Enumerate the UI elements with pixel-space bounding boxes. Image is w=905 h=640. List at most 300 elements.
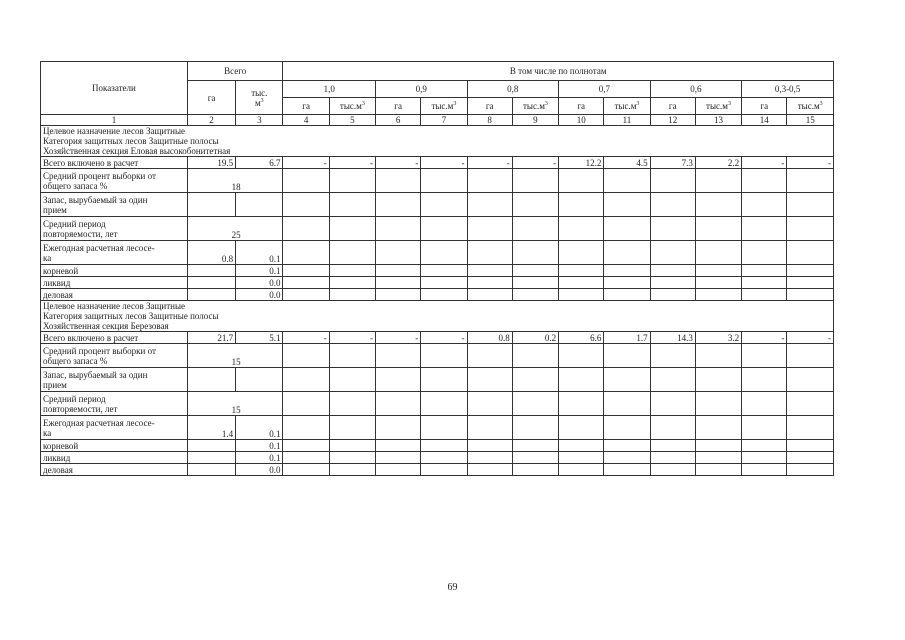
value-cell: 2.2 — [695, 157, 741, 169]
empty-cell — [650, 392, 695, 416]
empty-cell — [512, 452, 558, 464]
column-number: 12 — [650, 115, 695, 126]
row-label-line-2: общего запаса % — [43, 355, 108, 366]
empty-cell — [695, 416, 741, 440]
value-cell: - — [787, 157, 834, 169]
empty-cell — [283, 440, 329, 452]
value-cell: 19.5 — [187, 157, 235, 169]
row-label — [41, 392, 188, 416]
empty-cell — [742, 169, 787, 193]
empty-cell — [187, 193, 235, 217]
empty-cell — [787, 464, 834, 476]
empty-cell — [604, 392, 650, 416]
empty-cell — [467, 193, 512, 217]
value-cell: - — [421, 332, 467, 344]
value-cell: - — [283, 157, 329, 169]
empty-cell — [695, 440, 741, 452]
empty-cell — [695, 265, 741, 277]
empty-cell — [650, 277, 695, 289]
empty-cell — [512, 193, 558, 217]
root-row — [41, 440, 834, 452]
empty-cell — [421, 440, 467, 452]
avg-selection-row — [41, 344, 834, 368]
sub-header-ha: га — [742, 98, 787, 115]
empty-cell — [421, 464, 467, 476]
cube-sup: 3 — [260, 97, 264, 104]
section-info-row — [41, 126, 834, 157]
empty-cell — [467, 344, 512, 368]
empty-cell — [376, 368, 421, 392]
empty-cell — [787, 440, 834, 452]
empty-cell — [559, 265, 604, 277]
empty-cell — [421, 368, 467, 392]
sub-header-vol — [787, 98, 834, 115]
empty-cell — [604, 169, 650, 193]
row-label-line-2: прием — [43, 204, 67, 215]
value-cell: - — [376, 332, 421, 344]
empty-cell — [512, 440, 558, 452]
empty-cell — [604, 277, 650, 289]
avg-selection-value — [187, 169, 283, 193]
empty-cell — [695, 392, 741, 416]
empty-cell — [421, 452, 467, 464]
empty-cell — [467, 289, 512, 301]
row-label-line-1: Запас, вырубаемый за один — [43, 369, 148, 380]
empty-cell — [512, 344, 558, 368]
value-cell: - — [283, 332, 329, 344]
empty-cell — [650, 416, 695, 440]
empty-cell — [283, 265, 329, 277]
empty-cell — [467, 452, 512, 464]
column-number: 8 — [467, 115, 512, 126]
section-info-line: Хозяйственная секция Березовая — [43, 321, 169, 331]
value-cell: 21.7 — [187, 332, 235, 344]
cube-sup: 3 — [727, 101, 731, 107]
empty-cell — [283, 169, 329, 193]
empty-cell — [787, 193, 834, 217]
row-label — [41, 344, 188, 368]
column-number: 2 — [187, 115, 235, 126]
row-label-line-2: повторяемости, лет — [43, 228, 118, 239]
value-text: 25 — [231, 230, 241, 240]
empty-cell — [604, 344, 650, 368]
value-cell: 4.5 — [604, 157, 650, 169]
empty-cell — [376, 193, 421, 217]
value-text: 15 — [231, 405, 241, 415]
empty-cell — [604, 241, 650, 265]
empty-cell — [742, 452, 787, 464]
empty-cell — [329, 416, 375, 440]
repeat-period-row — [41, 217, 834, 241]
empty-cell — [512, 277, 558, 289]
empty-cell — [650, 169, 695, 193]
row-label-line-1: Ежегодная расчетная лесосе- — [43, 417, 155, 428]
empty-cell — [787, 241, 834, 265]
section-info-cell — [41, 126, 834, 157]
value-cell: 3.2 — [695, 332, 741, 344]
total-header: Всего — [187, 62, 283, 81]
empty-cell — [559, 289, 604, 301]
row-label — [41, 368, 188, 392]
empty-cell — [329, 368, 375, 392]
value-cell: 6.7 — [236, 157, 283, 169]
annual-ha-value: 1.4 — [187, 416, 235, 440]
value-cell: 5.1 — [236, 332, 283, 344]
empty-cell — [695, 169, 741, 193]
row-label — [41, 416, 188, 440]
empty-cell — [376, 241, 421, 265]
empty-cell — [604, 452, 650, 464]
empty-cell — [742, 464, 787, 476]
row-label — [41, 193, 188, 217]
empty-cell — [742, 265, 787, 277]
row-label-line-1: Ежегодная расчетная лесосе- — [43, 242, 155, 253]
empty-cell — [650, 241, 695, 265]
annual-cut-row — [41, 416, 834, 440]
value-cell: 14.3 — [650, 332, 695, 344]
empty-cell — [283, 241, 329, 265]
row-label: корневой — [41, 265, 188, 277]
empty-cell — [376, 265, 421, 277]
row-label-line-2: ка — [43, 252, 52, 263]
empty-cell — [559, 368, 604, 392]
column-number: 3 — [236, 115, 283, 126]
cube-sup: 3 — [453, 101, 457, 107]
column-number: 1 — [41, 115, 188, 126]
empty-cell — [695, 241, 741, 265]
annual-vol-value: 0.1 — [236, 241, 283, 265]
empty-cell — [467, 416, 512, 440]
value-cell: - — [329, 157, 375, 169]
section-info-cell — [41, 301, 834, 332]
empty-cell — [742, 289, 787, 301]
repeat-period-row — [41, 392, 834, 416]
table-body — [41, 62, 834, 476]
empty-cell — [467, 368, 512, 392]
repeat-period-value — [187, 217, 283, 241]
empty-cell — [559, 217, 604, 241]
empty-cell — [467, 217, 512, 241]
empty-cell — [187, 277, 235, 289]
vol-value: 0.0 — [236, 289, 283, 301]
empty-cell — [787, 368, 834, 392]
empty-cell — [695, 344, 741, 368]
sub-header-vol — [604, 98, 650, 115]
row-label-line-2: повторяемости, лет — [43, 403, 118, 414]
empty-cell — [559, 416, 604, 440]
empty-cell — [187, 265, 235, 277]
empty-cell — [559, 277, 604, 289]
value-cell: - — [512, 157, 558, 169]
empty-cell — [421, 169, 467, 193]
value-text: 18 — [231, 182, 241, 192]
empty-cell — [650, 368, 695, 392]
liquid-row — [41, 277, 834, 289]
empty-cell — [421, 265, 467, 277]
empty-cell — [650, 193, 695, 217]
empty-cell — [787, 392, 834, 416]
empty-cell — [421, 277, 467, 289]
section-info-line: Категория защитных лесов Защитные полосы — [43, 311, 219, 321]
column-number: 9 — [512, 115, 558, 126]
empty-cell — [283, 193, 329, 217]
empty-cell — [742, 277, 787, 289]
value-cell: 12.2 — [559, 157, 604, 169]
row-label: корневой — [41, 440, 188, 452]
row-label-line-1: Средний период — [43, 218, 106, 229]
empty-cell — [695, 452, 741, 464]
page-number: 69 — [447, 582, 458, 593]
section-info-line: Хозяйственная секция Еловая высокобонитетная — [43, 146, 231, 156]
sub-header-vol-text: тыс.м — [706, 101, 728, 111]
empty-cell — [421, 344, 467, 368]
empty-cell — [559, 392, 604, 416]
empty-cell — [650, 289, 695, 301]
density-1-0-header: 1,0 — [283, 81, 376, 98]
empty-cell — [559, 241, 604, 265]
empty-cell — [376, 440, 421, 452]
empty-cell — [787, 217, 834, 241]
sub-header-vol — [695, 98, 741, 115]
empty-cell — [787, 344, 834, 368]
row-label-line-1: Запас, вырубаемый за один — [43, 194, 148, 205]
empty-cell — [329, 464, 375, 476]
empty-cell — [376, 169, 421, 193]
empty-cell — [695, 277, 741, 289]
row-label-line-1: Средний процент выборки от — [43, 345, 156, 356]
empty-cell — [376, 344, 421, 368]
column-number: 13 — [695, 115, 741, 126]
empty-cell — [187, 452, 235, 464]
empty-cell — [329, 344, 375, 368]
empty-cell — [695, 289, 741, 301]
empty-cell — [604, 464, 650, 476]
column-number: 7 — [421, 115, 467, 126]
sub-header-vol-text: тыс.м — [614, 101, 637, 111]
row-label: деловая — [41, 464, 188, 476]
section-info-line: Целевое назначение лесов Защитные — [43, 126, 185, 136]
column-number: 15 — [787, 115, 834, 126]
liquid-row — [41, 452, 834, 464]
column-number: 4 — [283, 115, 329, 126]
empty-cell — [742, 193, 787, 217]
empty-cell — [329, 289, 375, 301]
empty-cell — [467, 464, 512, 476]
cube-sup: 3 — [544, 101, 548, 107]
density-0-9-header: 0,9 — [376, 81, 468, 98]
row-label-line-2: прием — [43, 379, 67, 390]
harvest-per-pass-row — [41, 368, 834, 392]
empty-cell — [512, 217, 558, 241]
total-ha-header: га — [187, 81, 235, 115]
value-cell: - — [376, 157, 421, 169]
empty-cell — [376, 464, 421, 476]
empty-cell — [376, 289, 421, 301]
empty-cell — [329, 392, 375, 416]
value-cell: - — [329, 332, 375, 344]
empty-cell — [187, 440, 235, 452]
value-cell: - — [467, 157, 512, 169]
empty-cell — [650, 452, 695, 464]
density-0-6-header: 0,6 — [650, 81, 742, 98]
empty-cell — [467, 265, 512, 277]
sub-header-ha: га — [467, 98, 512, 115]
total-vol-unit: м — [254, 97, 261, 108]
repeat-period-value — [187, 392, 283, 416]
value-cell: 7.3 — [650, 157, 695, 169]
empty-cell — [467, 169, 512, 193]
empty-cell — [559, 452, 604, 464]
column-numbers-row — [41, 115, 834, 126]
empty-cell — [421, 416, 467, 440]
density-0-8-header: 0,8 — [467, 81, 559, 98]
avg-selection-value — [187, 344, 283, 368]
empty-cell — [742, 344, 787, 368]
empty-cell — [650, 265, 695, 277]
empty-cell — [787, 277, 834, 289]
empty-cell — [695, 368, 741, 392]
empty-cell — [787, 265, 834, 277]
row-label-line-2: ка — [43, 427, 52, 438]
empty-cell — [604, 289, 650, 301]
empty-cell — [283, 452, 329, 464]
row-label-line-1: Средний период — [43, 393, 106, 404]
empty-cell — [236, 368, 283, 392]
cube-sup: 3 — [819, 101, 823, 107]
empty-cell — [376, 416, 421, 440]
total-vol-header — [236, 81, 283, 115]
empty-cell — [376, 217, 421, 241]
empty-cell — [604, 368, 650, 392]
empty-cell — [187, 289, 235, 301]
total-included-row — [41, 332, 834, 344]
sub-header-vol-text: тыс.м — [522, 101, 545, 111]
empty-cell — [421, 193, 467, 217]
vol-value: 0.0 — [236, 277, 283, 289]
sub-header-ha: га — [650, 98, 695, 115]
empty-cell — [742, 416, 787, 440]
row-label: ликвид — [41, 277, 188, 289]
empty-cell — [187, 464, 235, 476]
section-info-row — [41, 301, 834, 332]
root-row — [41, 265, 834, 277]
sub-header-vol-text: тыс.м — [339, 101, 362, 111]
empty-cell — [787, 416, 834, 440]
value-cell: 1.7 — [604, 332, 650, 344]
empty-cell — [559, 344, 604, 368]
empty-cell — [283, 416, 329, 440]
section-info-line: Категория защитных лесов Защитные полосы — [43, 136, 219, 146]
empty-cell — [329, 217, 375, 241]
empty-cell — [787, 289, 834, 301]
empty-cell — [283, 217, 329, 241]
by-density-header: В том числе по полнотам — [283, 62, 834, 81]
empty-cell — [695, 193, 741, 217]
column-number: 11 — [604, 115, 650, 126]
row-label — [41, 169, 188, 193]
column-number: 6 — [376, 115, 421, 126]
empty-cell — [329, 277, 375, 289]
empty-cell — [559, 464, 604, 476]
row-label — [41, 217, 188, 241]
empty-cell — [512, 265, 558, 277]
value-cell: - — [787, 332, 834, 344]
density-0-3-0-5-header: 0,3-0,5 — [742, 81, 834, 98]
empty-cell — [512, 464, 558, 476]
column-number: 10 — [559, 115, 604, 126]
empty-cell — [742, 440, 787, 452]
empty-cell — [695, 217, 741, 241]
sub-header-ha: га — [376, 98, 421, 115]
indicators-header: Показатели — [41, 62, 188, 115]
empty-cell — [604, 416, 650, 440]
row-label-line-2: общего запаса % — [43, 180, 108, 191]
row-label: ликвид — [41, 452, 188, 464]
sub-header-ha: га — [283, 98, 329, 115]
sub-header-vol — [329, 98, 375, 115]
empty-cell — [512, 169, 558, 193]
empty-cell — [421, 289, 467, 301]
business-row — [41, 464, 834, 476]
density-0-7-header: 0,7 — [559, 81, 651, 98]
empty-cell — [329, 241, 375, 265]
vol-value: 0.0 — [236, 464, 283, 476]
sub-header-vol-text: тыс.м — [431, 101, 454, 111]
empty-cell — [604, 193, 650, 217]
empty-cell — [512, 368, 558, 392]
value-text: 15 — [231, 357, 241, 367]
empty-cell — [742, 241, 787, 265]
avg-selection-row — [41, 169, 834, 193]
cube-sup: 3 — [361, 101, 365, 107]
vol-value: 0.1 — [236, 452, 283, 464]
empty-cell — [512, 416, 558, 440]
total-vol-text: тыс. — [251, 87, 268, 98]
empty-cell — [421, 392, 467, 416]
empty-cell — [283, 289, 329, 301]
section-info-line: Целевое назначение лесов Защитные — [43, 301, 185, 311]
empty-cell — [283, 344, 329, 368]
empty-cell — [650, 344, 695, 368]
row-label: деловая — [41, 289, 188, 301]
empty-cell — [283, 368, 329, 392]
value-cell: - — [742, 332, 787, 344]
business-row — [41, 289, 834, 301]
empty-cell — [467, 277, 512, 289]
empty-cell — [650, 440, 695, 452]
vol-value: 0.1 — [236, 440, 283, 452]
empty-cell — [742, 368, 787, 392]
empty-cell — [650, 464, 695, 476]
row-label: Всего включено в расчет — [41, 157, 188, 169]
header-row-1 — [41, 62, 834, 81]
empty-cell — [329, 440, 375, 452]
empty-cell — [559, 193, 604, 217]
empty-cell — [512, 289, 558, 301]
forest-harvest-table — [40, 61, 834, 476]
empty-cell — [604, 265, 650, 277]
sub-header-vol-text: тыс.м — [797, 101, 820, 111]
empty-cell — [376, 392, 421, 416]
value-cell: 0.2 — [512, 332, 558, 344]
empty-cell — [329, 169, 375, 193]
empty-cell — [787, 452, 834, 464]
sub-header-ha: га — [559, 98, 604, 115]
empty-cell — [187, 368, 235, 392]
empty-cell — [650, 217, 695, 241]
empty-cell — [421, 241, 467, 265]
empty-cell — [467, 241, 512, 265]
